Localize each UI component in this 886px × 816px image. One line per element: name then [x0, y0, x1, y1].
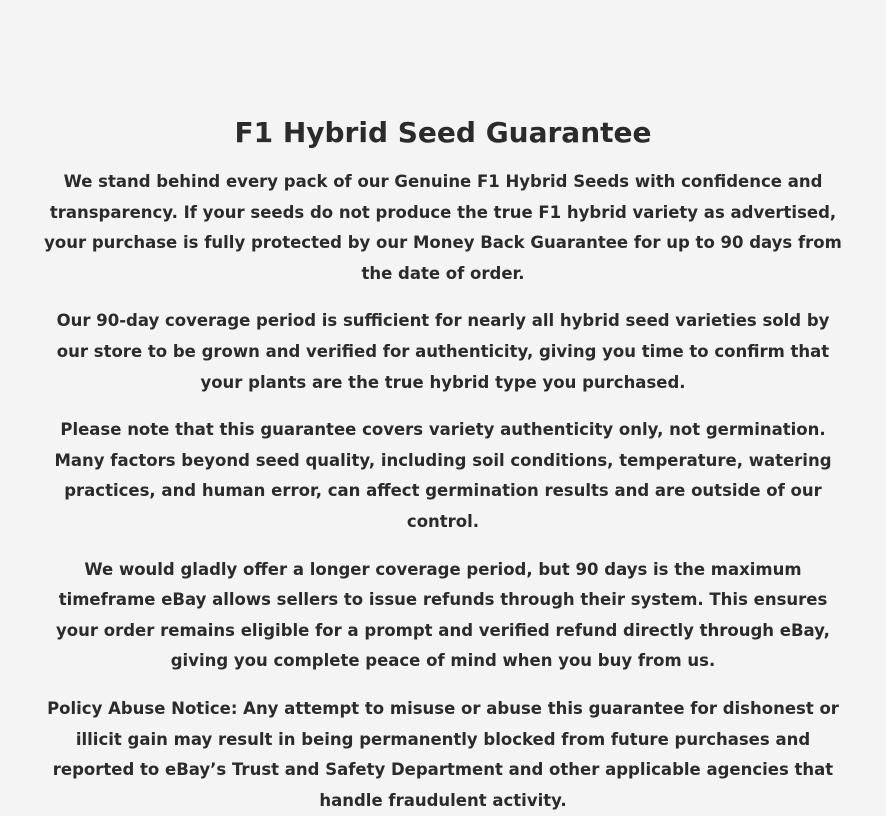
paragraph-guarantee-intro: We stand behind every pack of our Genuine F1 Hybrid Seeds with confidence and transparency. If your seeds do not produce the true F1 hybrid variety as advertised, your purchase is fully protected by our Money Back Guarantee for up to 90 days from the date of order.	[44, 172, 842, 283]
paragraph-germination-note: Please note that this guarantee covers variety authenticity only, not germination. Many factors beyond seed quality, including soil conditions, temperature, watering practices, and human error, can affect germination results and are outside of our control.	[54, 420, 832, 531]
paragraph-abuse-notice: Policy Abuse Notice: Any attempt to misuse or abuse this guarantee for dishonest or illicit gain may result in being permanently blocked from future purchases and reported to eBay’s Trust and Safety Department and other applicable agencies that handle fraudulent activity.	[47, 698, 839, 810]
paragraph-ebay-timeframe: We would gladly offer a longer coverage period, but 90 days is the maximum timeframe eBay allows sellers to issue refunds through their system. This ensures your order remains eligible for a prompt and verified refund directly through eBay, giving you complete peace of mind when you buy from us.	[56, 559, 830, 671]
page-title: F1 Hybrid Seed Guarantee	[234, 116, 652, 149]
paragraph-coverage-period: Our 90-day coverage period is sufficient for nearly all hybrid seed varieties sold by our store to be grown and verified for authenticity, giving you time to confirm that your plants are the true hybrid type you purchased.	[56, 311, 830, 392]
